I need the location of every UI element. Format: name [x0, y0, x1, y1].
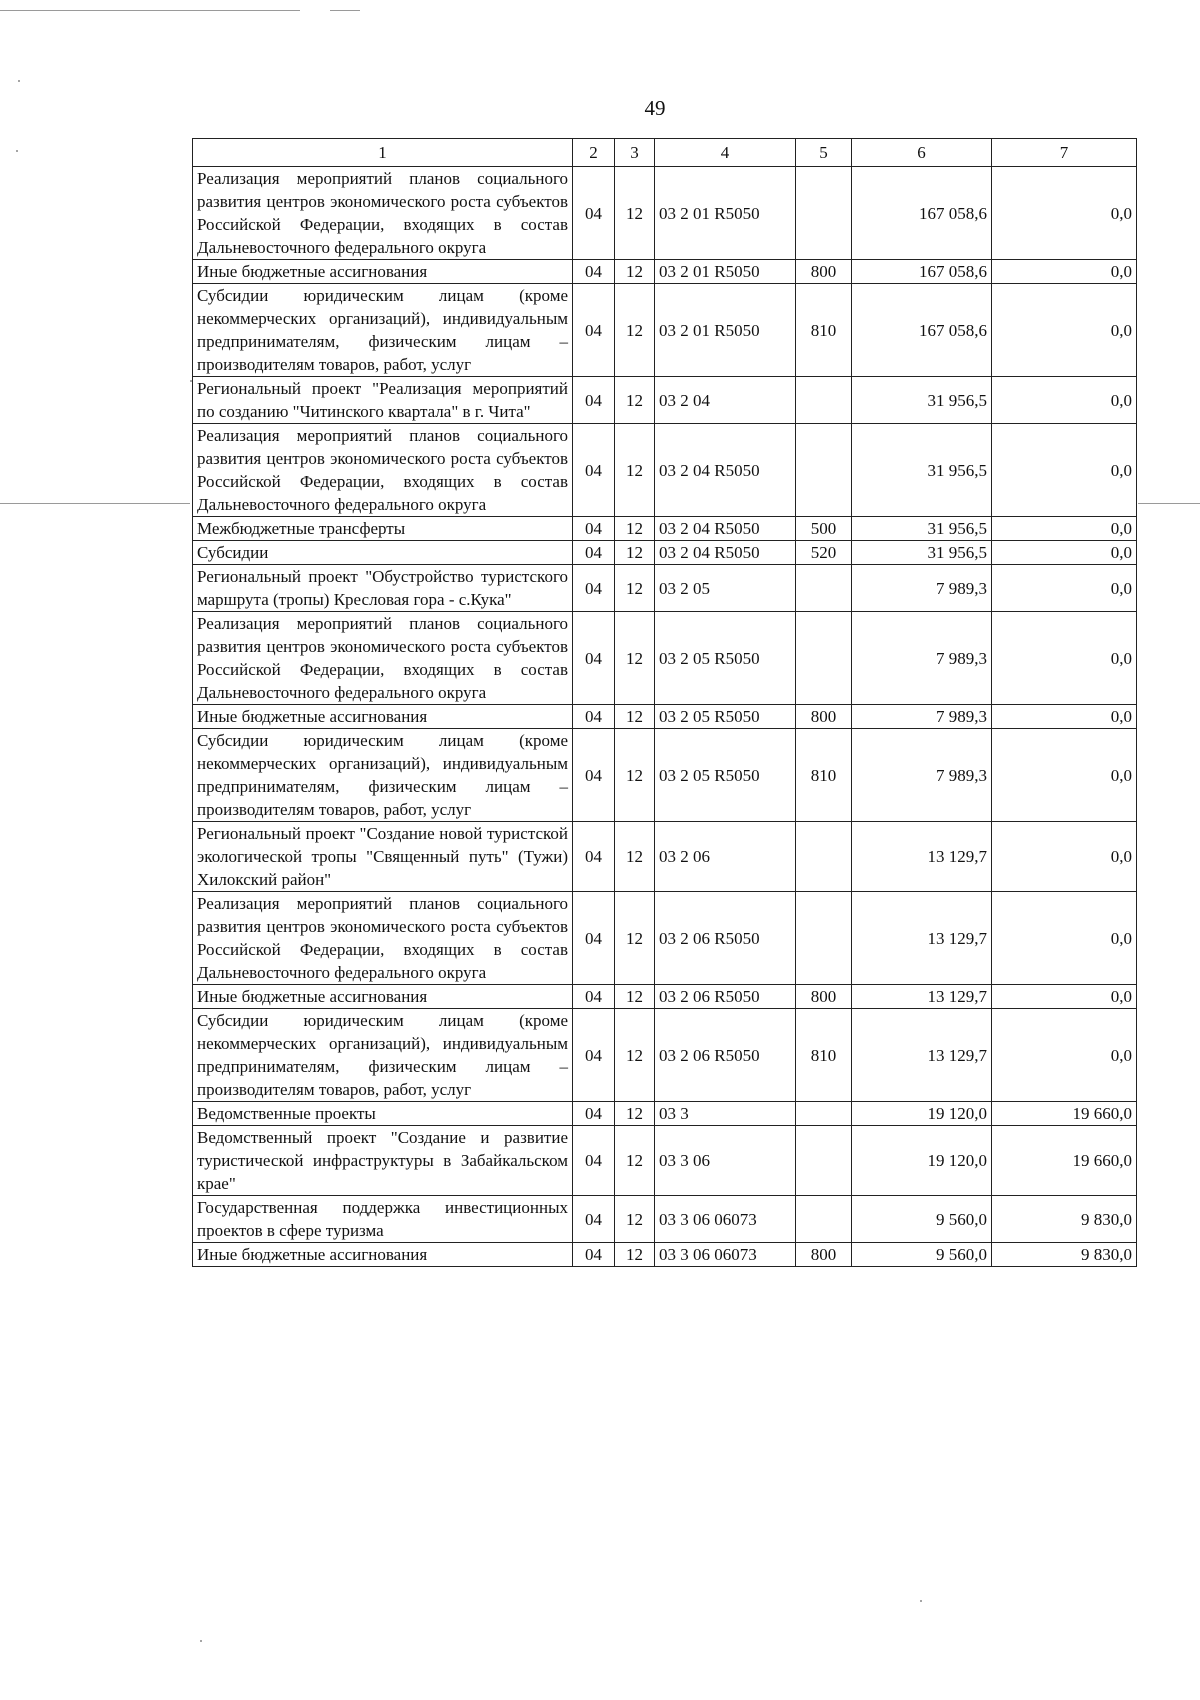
- row-amount-year1: 167 058,6: [852, 167, 992, 260]
- row-ministry-code: 04: [573, 1196, 615, 1243]
- row-section-code: 12: [615, 377, 655, 424]
- row-description: Субсидии юридическим лицам (кроме некоммерческих организаций), индивидуальным предпринимателям, физическим лицам – производителям товаров, работ, услуг: [193, 1009, 573, 1102]
- row-target-article: 03 2 01 R5050: [655, 260, 796, 284]
- row-amount-year1: 31 956,5: [852, 377, 992, 424]
- row-amount-year2: 0,0: [992, 260, 1137, 284]
- row-amount-year2: 0,0: [992, 167, 1137, 260]
- scan-artifact: [18, 80, 20, 82]
- row-expense-type: 810: [796, 284, 852, 377]
- row-ministry-code: 04: [573, 541, 615, 565]
- row-description: Иные бюджетные ассигнования: [193, 260, 573, 284]
- row-expense-type: 800: [796, 705, 852, 729]
- row-amount-year2: 9 830,0: [992, 1243, 1137, 1267]
- row-section-code: 12: [615, 1243, 655, 1267]
- row-section-code: 12: [615, 892, 655, 985]
- row-amount-year1: 13 129,7: [852, 822, 992, 892]
- row-amount-year2: 0,0: [992, 892, 1137, 985]
- row-expense-type: 810: [796, 1009, 852, 1102]
- row-description: Межбюджетные трансферты: [193, 517, 573, 541]
- row-description: Реализация мероприятий планов социального развития центров экономического роста субъектов Российской Федерации, входящих в состав Дальневосточного федерального округа: [193, 892, 573, 985]
- column-header: 2: [573, 139, 615, 167]
- row-target-article: 03 2 06 R5050: [655, 1009, 796, 1102]
- table-row: [193, 260, 1137, 284]
- row-target-article: 03 2 05: [655, 565, 796, 612]
- row-ministry-code: 04: [573, 260, 615, 284]
- row-target-article: 03 2 05 R5050: [655, 729, 796, 822]
- row-expense-type: [796, 892, 852, 985]
- scan-artifact: [200, 1640, 202, 1642]
- row-section-code: 12: [615, 705, 655, 729]
- table-row: [193, 377, 1137, 424]
- row-amount-year1: 7 989,3: [852, 612, 992, 705]
- row-amount-year1: 13 129,7: [852, 985, 992, 1009]
- row-section-code: 12: [615, 260, 655, 284]
- row-ministry-code: 04: [573, 167, 615, 260]
- row-amount-year2: 0,0: [992, 541, 1137, 565]
- row-expense-type: [796, 167, 852, 260]
- row-description: Субсидии: [193, 541, 573, 565]
- row-section-code: 12: [615, 1126, 655, 1196]
- row-section-code: 12: [615, 1196, 655, 1243]
- row-expense-type: 810: [796, 729, 852, 822]
- table-row: [193, 1196, 1137, 1243]
- row-target-article: 03 2 06 R5050: [655, 985, 796, 1009]
- row-amount-year2: 0,0: [992, 377, 1137, 424]
- row-section-code: 12: [615, 424, 655, 517]
- table-row: [193, 1009, 1137, 1102]
- table-row: [193, 892, 1137, 985]
- row-description: Реализация мероприятий планов социального развития центров экономического роста субъектов Российской Федерации, входящих в состав Дальневосточного федерального округа: [193, 612, 573, 705]
- row-amount-year1: 167 058,6: [852, 284, 992, 377]
- row-section-code: 12: [615, 612, 655, 705]
- scan-artifact: [16, 150, 18, 152]
- table-body: [193, 139, 1137, 1267]
- row-section-code: 12: [615, 985, 655, 1009]
- scan-artifact: [330, 10, 360, 11]
- row-description: Иные бюджетные ассигнования: [193, 705, 573, 729]
- row-amount-year2: 0,0: [992, 822, 1137, 892]
- row-amount-year1: 13 129,7: [852, 892, 992, 985]
- row-amount-year2: 0,0: [992, 517, 1137, 541]
- row-target-article: 03 3: [655, 1102, 796, 1126]
- row-target-article: 03 2 01 R5050: [655, 167, 796, 260]
- row-target-article: 03 2 04 R5050: [655, 541, 796, 565]
- row-description: Региональный проект "Реализация мероприятий по созданию "Читинского квартала" в г. Чита": [193, 377, 573, 424]
- row-ministry-code: 04: [573, 1126, 615, 1196]
- row-amount-year2: 0,0: [992, 565, 1137, 612]
- row-description: Ведомственные проекты: [193, 1102, 573, 1126]
- row-amount-year1: 19 120,0: [852, 1126, 992, 1196]
- table-row: [193, 705, 1137, 729]
- row-amount-year1: 31 956,5: [852, 424, 992, 517]
- row-target-article: 03 3 06 06073: [655, 1196, 796, 1243]
- table-row: [193, 517, 1137, 541]
- row-target-article: 03 2 04: [655, 377, 796, 424]
- row-ministry-code: 04: [573, 517, 615, 541]
- row-expense-type: [796, 1102, 852, 1126]
- row-ministry-code: 04: [573, 985, 615, 1009]
- row-amount-year2: 0,0: [992, 284, 1137, 377]
- row-target-article: 03 3 06 06073: [655, 1243, 796, 1267]
- row-description: Иные бюджетные ассигнования: [193, 985, 573, 1009]
- row-ministry-code: 04: [573, 1009, 615, 1102]
- row-target-article: 03 2 05 R5050: [655, 612, 796, 705]
- row-ministry-code: 04: [573, 1243, 615, 1267]
- row-amount-year2: 9 830,0: [992, 1196, 1137, 1243]
- row-target-article: 03 3 06: [655, 1126, 796, 1196]
- row-section-code: 12: [615, 1102, 655, 1126]
- row-description: Субсидии юридическим лицам (кроме некоммерческих организаций), индивидуальным предпринимателям, физическим лицам – производителям товаров, работ, услуг: [193, 729, 573, 822]
- row-amount-year1: 31 956,5: [852, 541, 992, 565]
- table-row: [193, 729, 1137, 822]
- row-amount-year2: 0,0: [992, 705, 1137, 729]
- row-description: Региональный проект "Обустройство туристского маршрута (тропы) Кресловая гора - с.Кука": [193, 565, 573, 612]
- row-section-code: 12: [615, 1009, 655, 1102]
- row-ministry-code: 04: [573, 1102, 615, 1126]
- row-ministry-code: 04: [573, 612, 615, 705]
- table-row: [193, 284, 1137, 377]
- table-row: [193, 1102, 1137, 1126]
- row-amount-year1: 31 956,5: [852, 517, 992, 541]
- row-section-code: 12: [615, 167, 655, 260]
- row-expense-type: 800: [796, 1243, 852, 1267]
- row-description: Государственная поддержка инвестиционных проектов в сфере туризма: [193, 1196, 573, 1243]
- row-ministry-code: 04: [573, 424, 615, 517]
- table-row: [193, 424, 1137, 517]
- row-amount-year2: 0,0: [992, 1009, 1137, 1102]
- table-row: [193, 612, 1137, 705]
- page-number: 49: [644, 96, 666, 120]
- row-description: Иные бюджетные ассигнования: [193, 1243, 573, 1267]
- row-ministry-code: 04: [573, 705, 615, 729]
- table-row: [193, 167, 1137, 260]
- row-ministry-code: 04: [573, 565, 615, 612]
- row-expense-type: [796, 822, 852, 892]
- row-target-article: 03 2 01 R5050: [655, 284, 796, 377]
- row-expense-type: [796, 1196, 852, 1243]
- scan-artifact: [920, 1600, 922, 1602]
- row-expense-type: [796, 565, 852, 612]
- row-amount-year1: 167 058,6: [852, 260, 992, 284]
- row-amount-year1: 7 989,3: [852, 705, 992, 729]
- column-header: 6: [852, 139, 992, 167]
- row-section-code: 12: [615, 517, 655, 541]
- row-ministry-code: 04: [573, 729, 615, 822]
- row-description: Реализация мероприятий планов социального развития центров экономического роста субъектов Российской Федерации, входящих в состав Дальневосточного федерального округа: [193, 424, 573, 517]
- budget-table: [192, 138, 1137, 1267]
- row-description: Региональный проект "Создание новой туристской экологической тропы "Священный путь" (Тужи) Хилокский район": [193, 822, 573, 892]
- row-expense-type: [796, 424, 852, 517]
- row-ministry-code: 04: [573, 284, 615, 377]
- row-expense-type: [796, 612, 852, 705]
- row-description: Реализация мероприятий планов социального развития центров экономического роста субъектов Российской Федерации, входящих в состав Дальневосточного федерального округа: [193, 167, 573, 260]
- row-description: Субсидии юридическим лицам (кроме некоммерческих организаций), индивидуальным предпринимателям, физическим лицам – производителям товаров, работ, услуг: [193, 284, 573, 377]
- row-section-code: 12: [615, 541, 655, 565]
- column-header: 3: [615, 139, 655, 167]
- row-amount-year2: 0,0: [992, 729, 1137, 822]
- row-ministry-code: 04: [573, 377, 615, 424]
- row-expense-type: 800: [796, 985, 852, 1009]
- row-amount-year1: 13 129,7: [852, 1009, 992, 1102]
- table-row: [193, 1126, 1137, 1196]
- row-section-code: 12: [615, 284, 655, 377]
- row-expense-type: 500: [796, 517, 852, 541]
- row-expense-type: [796, 377, 852, 424]
- row-amount-year1: 9 560,0: [852, 1243, 992, 1267]
- row-expense-type: 520: [796, 541, 852, 565]
- row-amount-year2: 0,0: [992, 424, 1137, 517]
- scan-artifact: [0, 503, 190, 504]
- table-row: [193, 985, 1137, 1009]
- table-row: [193, 541, 1137, 565]
- row-ministry-code: 04: [573, 822, 615, 892]
- row-amount-year1: 9 560,0: [852, 1196, 992, 1243]
- table-row: [193, 822, 1137, 892]
- row-target-article: 03 2 05 R5050: [655, 705, 796, 729]
- column-header: 4: [655, 139, 796, 167]
- table-row: [193, 1243, 1137, 1267]
- row-ministry-code: 04: [573, 892, 615, 985]
- row-target-article: 03 2 04 R5050: [655, 517, 796, 541]
- row-description: Ведомственный проект "Создание и развитие туристической инфраструктуры в Забайкальском крае": [193, 1126, 573, 1196]
- row-amount-year2: 0,0: [992, 612, 1137, 705]
- column-header: 7: [992, 139, 1137, 167]
- column-header: 5: [796, 139, 852, 167]
- row-target-article: 03 2 04 R5050: [655, 424, 796, 517]
- row-amount-year2: 19 660,0: [992, 1126, 1137, 1196]
- row-amount-year1: 19 120,0: [852, 1102, 992, 1126]
- row-section-code: 12: [615, 565, 655, 612]
- scan-artifact: [1138, 503, 1200, 504]
- row-target-article: 03 2 06 R5050: [655, 892, 796, 985]
- row-amount-year1: 7 989,3: [852, 565, 992, 612]
- row-amount-year2: 0,0: [992, 985, 1137, 1009]
- row-amount-year2: 19 660,0: [992, 1102, 1137, 1126]
- row-target-article: 03 2 06: [655, 822, 796, 892]
- table-header-row: [193, 139, 1137, 167]
- table-row: [193, 565, 1137, 612]
- row-section-code: 12: [615, 822, 655, 892]
- column-header: 1: [193, 139, 573, 167]
- scan-artifact: [0, 10, 300, 11]
- row-expense-type: [796, 1126, 852, 1196]
- row-expense-type: 800: [796, 260, 852, 284]
- row-amount-year1: 7 989,3: [852, 729, 992, 822]
- row-section-code: 12: [615, 729, 655, 822]
